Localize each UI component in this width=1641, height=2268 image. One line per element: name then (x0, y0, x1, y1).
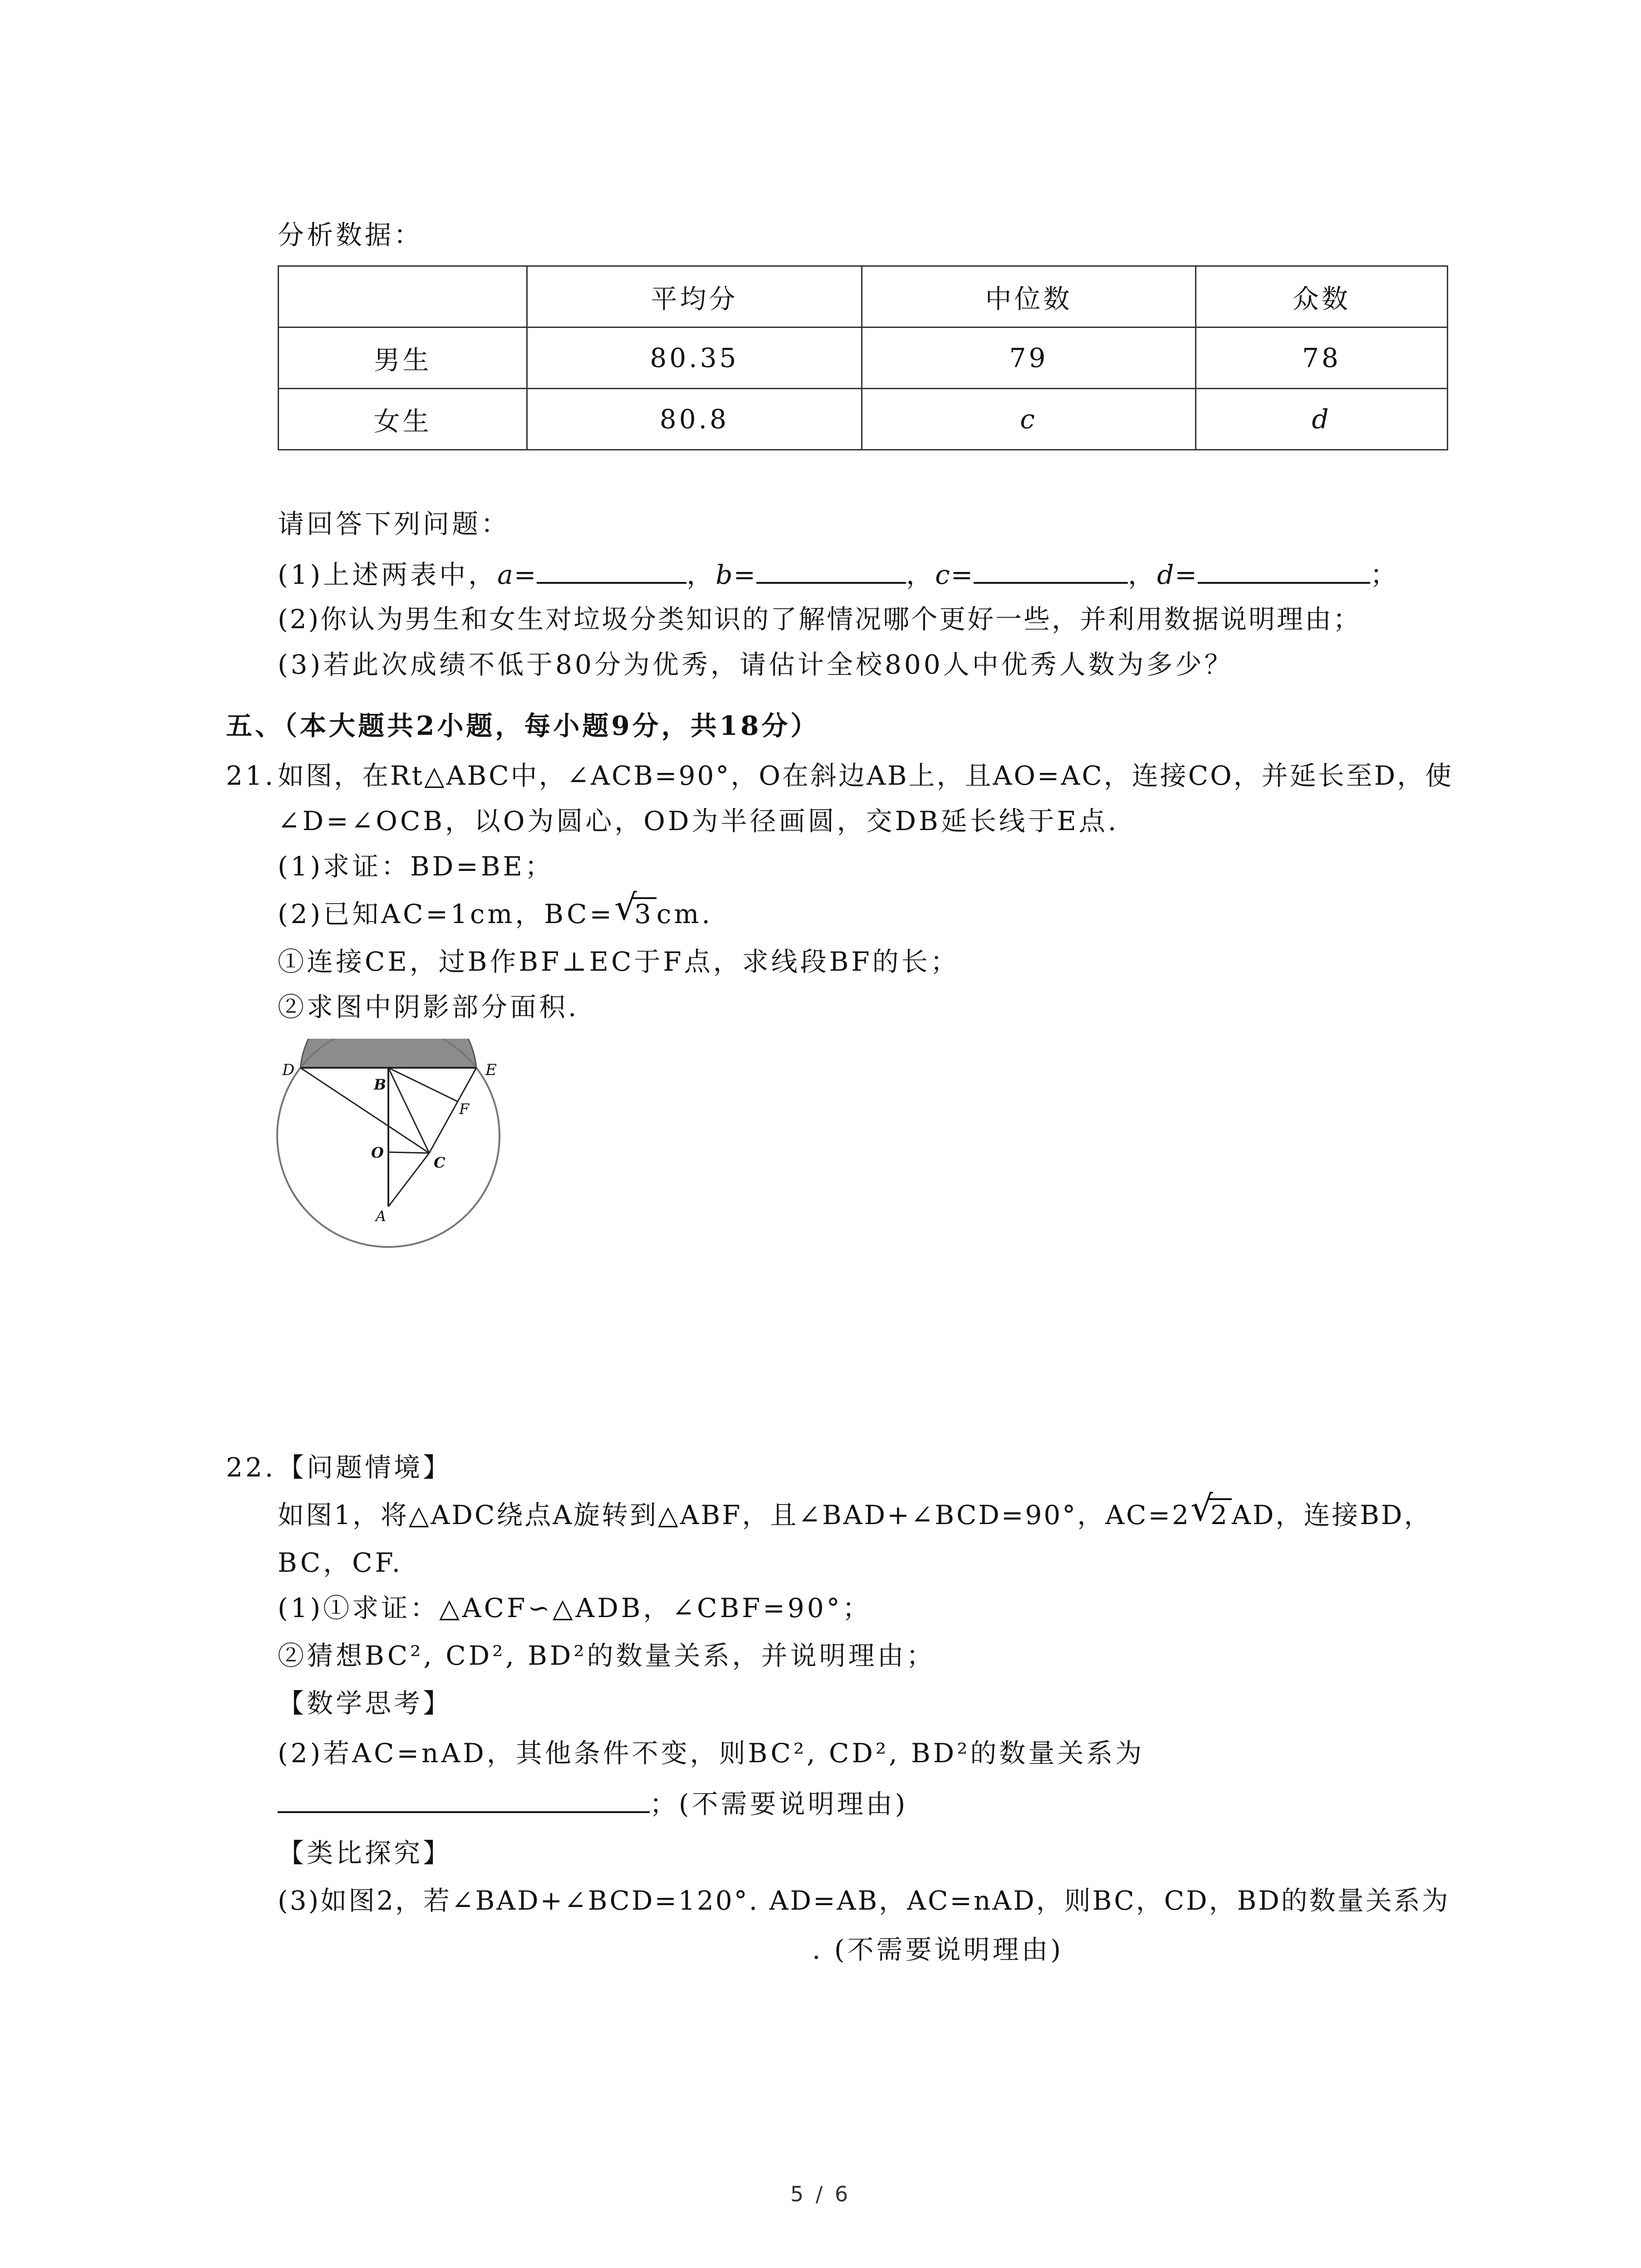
analysis-label: 分析数据： (278, 220, 423, 250)
section-5-heading: 五、（本大题共2小题，每小题9分，共18分） (226, 710, 820, 741)
table-row (279, 327, 1448, 389)
fig-label-B: B (374, 1076, 387, 1093)
q20-sep: ， (1128, 559, 1157, 590)
table-header-cell: 众数 (1196, 266, 1448, 327)
q20-part1-prefix: (1)上述两表中， (278, 559, 498, 590)
fig-label-F: F (459, 1100, 470, 1118)
q20-d-label: d= (1157, 559, 1198, 590)
q22-part2: (2)若AC=nAD，其他条件不变，则BC², CD², BD²的数量关系为 (278, 1738, 1145, 1769)
table-row (279, 389, 1448, 450)
fig-label-O: O (371, 1144, 384, 1161)
q22-part3: (3)如图2，若∠BAD+∠BCD=120°. AD=AB，AC=nAD，则BC，CD，BD的数量关系为 (278, 1885, 1450, 1916)
fig-label-D: D (282, 1061, 295, 1079)
q22-intro-post: AD，连接BD， (1231, 1500, 1432, 1530)
page-number: 5 / 6 (790, 2182, 851, 2206)
q20-end: ； (1370, 559, 1399, 590)
table-header-cell: 平均分 (527, 266, 862, 327)
q22-heading-thinking: 【数学思考】 (278, 1688, 452, 1719)
fig-label-C: C (434, 1154, 446, 1171)
q21-part2-pre: (2)已知AC=1cm，BC= (278, 899, 615, 929)
table-cell: 80.35 (527, 327, 862, 389)
q20-c-label: c= (935, 559, 974, 590)
table-cell: c (862, 389, 1196, 450)
q21-part2 (278, 887, 713, 932)
q22-part3-tail: . (不需要说明理由) (812, 1934, 1064, 1965)
q21-part2-ii: ②求图中阴影部分面积. (278, 992, 579, 1022)
answer-blank-d[interactable] (1198, 556, 1370, 584)
q21-number: 21. (226, 760, 276, 791)
q22-heading-analogy: 【类比探究】 (278, 1838, 452, 1868)
q21-part2-i: ①连接CE，过B作BF⊥EC于F点，求线段BF的长； (278, 946, 960, 977)
sqrt-3: √ 3 (614, 896, 656, 932)
q20-part2: (2)你认为男生和女生对垃圾分类知识的了解情况哪个更好一些，并利用数据说明理由； (278, 604, 1362, 635)
q22-part2-answer (278, 1785, 908, 1822)
answer-blank-q22-2[interactable] (278, 1785, 650, 1813)
table-cell: d (1196, 389, 1448, 450)
q22-part1-i: (1)①求证：△ACF∽△ADB，∠CBF=90°； (278, 1593, 872, 1623)
q20-sep: ， (906, 559, 936, 590)
q22-number: 22. (226, 1452, 276, 1483)
q22-intro (278, 1488, 1432, 1533)
q22-part2-tail: ；(不需要说明理由) (650, 1789, 908, 1819)
q20-part1 (278, 556, 1399, 593)
q21-line1: 如图，在Rt△ABC中，∠ACB=90°，O在斜边AB上，且AO=AC，连接CO，并延长至D，使 (278, 760, 1454, 791)
table-header-row (279, 266, 1448, 327)
q20-part3: (3)若此次成绩不低于80分为优秀，请估计全校800人中优秀人数为多少？ (278, 649, 1234, 680)
q21-line2: ∠D=∠OCB，以O为圆心，OD为半径画圆，交DB延长线于E点. (278, 806, 1119, 836)
q22-intro-pre: 如图1，将△ADC绕点A旋转到△ABF，且∠BAD+∠BCD=90°，AC=2 (278, 1500, 1191, 1530)
table-header-cell: 中位数 (862, 266, 1196, 327)
q20-prompt: 请回答下列问题： (278, 508, 510, 539)
table-cell: 80.8 (527, 389, 862, 450)
q21-part1: (1)求证：BD=BE； (278, 851, 554, 882)
q21-part2-post: cm. (656, 899, 713, 929)
stats-table (278, 265, 1448, 450)
table-cell: 女生 (279, 389, 527, 450)
sqrt-2: √ 2 (1190, 1497, 1232, 1533)
fig-label-A: A (376, 1207, 387, 1225)
q21-circle-figure (272, 1039, 526, 1266)
fig-label-E: E (485, 1061, 497, 1079)
table-cell: 79 (862, 327, 1196, 389)
table-cell: 男生 (279, 327, 527, 389)
q22-part1-ii: ②猜想BC², CD², BD²的数量关系，并说明理由； (278, 1640, 936, 1671)
answer-blank-a[interactable] (537, 556, 686, 584)
answer-blank-c[interactable] (974, 556, 1128, 584)
q22-intro-line2: BC，CF. (278, 1547, 403, 1578)
answer-blank-b[interactable] (756, 556, 906, 584)
table-cell: 78 (1196, 327, 1448, 389)
q22-heading-situation: 【问题情境】 (278, 1452, 452, 1483)
q20-b-label: b= (715, 559, 757, 590)
table-header-cell (279, 266, 527, 327)
q20-a-label: a= (497, 559, 537, 590)
q20-sep: ， (686, 559, 716, 590)
